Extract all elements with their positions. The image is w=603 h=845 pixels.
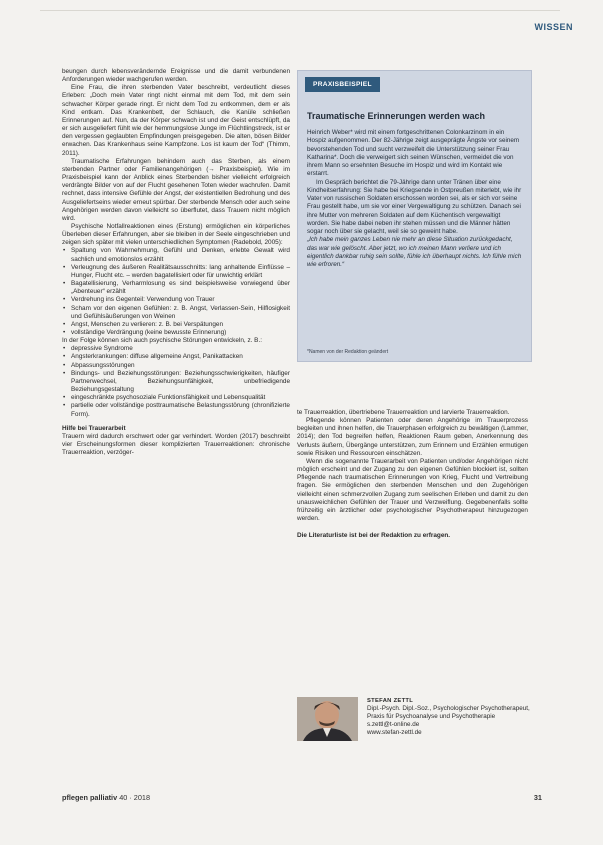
list-item: • partielle oder vollständige posttraumatische Belastungsstörung (chronifizierte Form).: [62, 402, 290, 418]
bridge-text: In der Folge können sich auch psychische Störungen entwickeln, z. B.:: [62, 337, 262, 345]
footer-publication: [62, 793, 150, 802]
box-quote: „Ich habe mein ganzes Leben nie mehr an diese Situation zurückgedacht, das war wie gelöscht. Aber jetzt, wo ich meinen Mann verliere und ich eigentlich dankbar ruhig sein sollte, fühle ich überhaupt nichts. Ich fühle mich wie erfroren.“: [307, 236, 522, 268]
list-item: • Bagatellisierung, Verharmlosung es sind beispielsweise vorwiegend über „Abenteuer“ erzählt: [62, 280, 290, 296]
box-tag: PRAXISBEISPIEL: [305, 77, 380, 92]
right-column: [297, 409, 528, 540]
disorder-list: [62, 345, 290, 418]
box-footnote: *Namen von der Redaktion geändert: [307, 349, 389, 355]
author-portrait: [297, 697, 358, 741]
list-item: • Angsterkrankungen: diffuse allgemeine Angst, Panikattacken: [62, 353, 290, 361]
body-paragraph: beungen durch lebensverändernde Ereignisse und die damit verbundenen Anforderungen wieder wachgerufen werden.: [62, 68, 290, 84]
list-item: • eingeschränkte psychosoziale Funktionsfähigkeit und Lebensqualität: [62, 394, 290, 402]
body-paragraph: Trauern wird dadurch erschwert oder gar verhindert. Worden (2017) beschreibt vier Erscheinungsformen dieser komplizierten Trauerreaktionen: chronische Trauerreaktion, verzöger-: [62, 432, 290, 457]
body-paragraph: Wenn die sogenannte Trauerarbeit von Patienten und/oder Angehörigen nicht möglich erscheint und der Zugang zu den eigenen Gefühlen blockiert ist, sollten Pflegende nach traumatischen Erinnerungen von Krieg, Flucht und Vertreibung fragen. Sie ermöglichen den sterbenden Menschen und den Zugehörigen vielleicht einen schmerzvollen Zugang zum seelischen Erleben und damit zu den unausweichlichen Gefühlen der Trauer und Verzweiflung. Gegebenenfalls sollte frühzeitig ein ärztlicher oder psychologischer Psychotherapeut hinzugezogen werden.: [297, 457, 528, 523]
footer-brand: pflegen palliativ: [62, 793, 118, 802]
list-item: • Verleugnung des äußeren Realitätsausschnitts: lang anhaltende Einflüsse – Hunger, Flucht etc. – werden bagatellisiert oder für unwichtig erklärt: [62, 264, 290, 280]
list-item: • Scham vor den eigenen Gefühlen: z. B. Angst, Verlassen-Sein, Hilflosigkeit und Gefühlsäußerungen von Weinen: [62, 305, 290, 321]
footer-issue: 40 · 2018: [119, 793, 151, 802]
author-name: STEFAN ZETTL: [367, 698, 414, 704]
list-item: • depressive Syndrome: [62, 345, 290, 353]
author-block: [297, 697, 533, 759]
author-credentials: Dipl.-Psych. Dipl.-Soz., Psychologischer Psychotherapeut, Praxis für Psychoanalyse und Psychotherapie: [367, 705, 530, 721]
author-email: s.zettl@t-online.de: [367, 721, 420, 729]
literature-note: Die Literaturliste ist bei der Redaktion zu erfragen.: [297, 532, 451, 540]
list-item: • Abpassungsstörungen: [62, 362, 290, 370]
box-title: Traumatische Erinnerungen werden wach: [307, 111, 486, 121]
subheading: Hilfe bei Trauerarbeit: [62, 424, 126, 432]
case-example-box: [297, 70, 532, 362]
list-item: • Spaltung von Wahrnehmung, Gefühl und Denken, erlebte Gewalt wird sachlich und emotionslos erzählt: [62, 247, 290, 263]
left-column: [62, 68, 290, 457]
box-body: [307, 129, 522, 269]
body-paragraph: Traumatische Erfahrungen behindern auch das Sterben, als einem sterbenden Partner oder Familienangehörigen (→ Praxisbeispiel). Wie im Praxisbeispiel kann der Anblick eines Sterbenden bisher vielleicht erfolgreich verdrängte Bilder von auf der Flucht gesehenen Toten wieder wachrufen. Damit rechnet, dass intensive Gefühle der Angst, der existentiellen Bedrohung und des Ausgeliefertseins wieder erneut spürbar. Der sterbende Mensch oder auch seine Angehörigen werden davon vielleicht so überflutet, dass Trauern nicht möglich wird.: [62, 157, 290, 222]
body-paragraph: te Trauerreaktion, übertriebene Trauerreaktion und larvierte Trauerreaktion.: [297, 409, 510, 416]
page-number: 31: [533, 793, 542, 802]
box-paragraph: Im Gespräch berichtet die 79-Jährige dann unter Tränen über eine Kindheitserfahrung: Sie habe bei Kriegsende in Ostpreußen miterlebt, wie ihr Vater von russischen Soldaten erschossen worden sei, als er sich vor seine Frau gestellt habe, um sie vor einer Vergewaltigung zu schützen. Danach sei ihre Mutter von mehreren Soldaten auf dem Küchentisch vergewaltigt worden. Sie habe dabei neben ihr stehen müssen und die Männer hätten sogar noch über sie gelacht, weil sie so geweint habe.: [307, 178, 522, 235]
symptom-list: [62, 247, 290, 337]
list-item: • Bindungs- und Beziehungsstörungen: Beziehungsschwierigkeiten, häufiger Partnerwechsel, Beziehungsunfähigkeit, unbefriedigende Beziehungsgestaltung: [62, 370, 290, 394]
author-website: www.stefan-zettl.de: [367, 729, 422, 737]
body-paragraph: Psychische Notfallreaktionen eines (Erstung) ermöglichen ein körperliches Überleben dieser Erfahrungen, aber sie bleiben in der Seele eingeschrieben und zeigen sich später mit vielen unterschiedlichen Symptomen (Radebold, 2005):: [62, 222, 290, 247]
header-rule: [40, 10, 560, 11]
list-item: • vollständige Verdrängung (keine bewusste Erinnerung): [62, 329, 290, 337]
list-item: • Angst, Menschen zu verlieren: z. B. bei Verspätungen: [62, 321, 290, 329]
quote-paragraph: Eine Frau, die ihren sterbenden Vater beschreibt, verdeutlicht dieses Erleben: „Doch mein Vater ringt nicht einmal mit dem Tod, mit dem sein schwacher Körper gerade ringt. Er nicht dem Tod zu entkommen, dem er als Kind entkam. Das Krankenbett, der Schlauch, die Kanüle schließen Erinnerungen auf. Nun, da der Körper schwach ist und der Geist entschlüpft, da er sich ausgeliefert fühlt wie der hemmungslose Junge im Flüchtlingstreck, ist er den vergessen geglaubten Empfindungen preisgegeben. Die alten, bösen Bilder erwachen. Das Krankenhaus seine Kampfzone. Los ist kaum der Tod“ (Thimm, 2011).: [62, 84, 290, 157]
box-paragraph: Heinrich Weber* wird mit einem fortgeschrittenen Colonkarzinom in ein Hospiz aufgenommen. Der 82-Jährige zeigt ausgeprägte Ängste vor seinem bevorstehenden Tod und sucht verzweifelt die Unterstützung seiner Frau Katharina*. Doch die verweigert sich seinen Wünschen, vermeidet die von ihrem Mann so ersehnten Besuche im Hospiz und wird im Kontakt wie erstarrt.: [307, 129, 520, 178]
author-info: [367, 697, 533, 737]
section-label: WISSEN: [534, 22, 573, 32]
body-paragraph: Pflegende können Patienten oder deren Angehörige im Trauerprozess begleiten und ihnen helfen, die Trauerphasen erfolgreich zu bewältigen (Lammer, 2014); den Tod begreifen helfen, Reaktionen Raum geben, Anerkennung des Verlusts äußern, Übergänge unterstützen, zum Erinnern und Erzählen ermutigen sowie Risiken und Ressourcen einschätzen.: [297, 417, 528, 457]
list-item: • Verdrehung ins Gegenteil: Verwendung von Trauer: [62, 296, 290, 304]
